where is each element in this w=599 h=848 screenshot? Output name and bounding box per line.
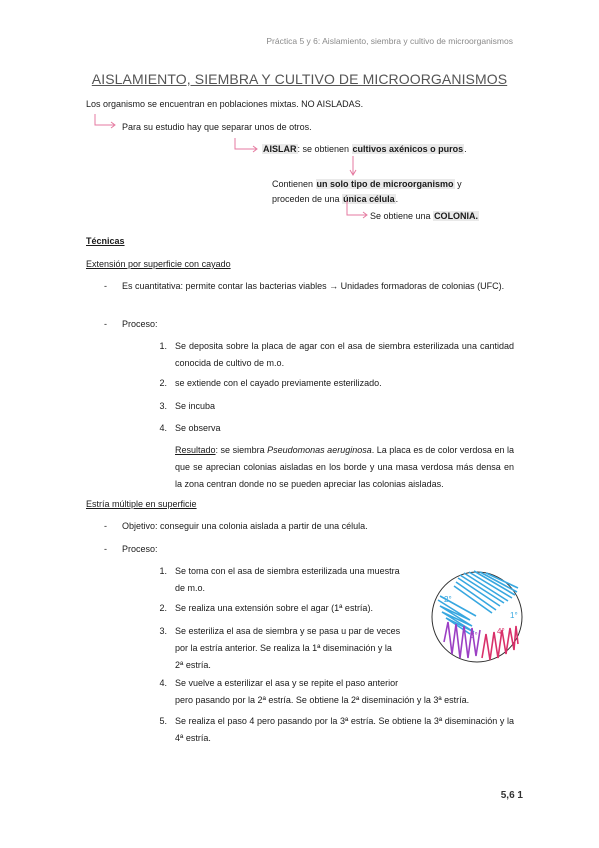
bullet-text: Proceso: [122,544,158,554]
step-number: 2. [159,378,167,388]
subsection-title: Estría múltiple en superficie [86,499,197,509]
streak-plate-diagram [430,566,526,668]
streak-label-3: 3° [470,631,478,640]
step-number: 3. [159,626,167,636]
arrow-icon [346,200,372,220]
bullet-dash: - [104,319,107,329]
streak-label-2: 2° [444,595,452,604]
bullet-dash: - [104,281,107,291]
streak-label-1: 1° [510,611,518,620]
page-number: 5,6 1 [500,790,523,801]
bullet-dash: - [104,544,107,554]
bullet-text: Proceso: [122,319,158,329]
subsection-title: Extensión por superficie con cayado [86,259,231,269]
bullet-text: Es cuantitativa: permite contar las bacterias viables → Unidades formadoras de colonias (UFC). [122,281,505,291]
arrow-down-icon [348,155,358,177]
step-number: 1. [159,341,167,351]
step-text: Se observa [175,423,221,433]
streak-label-4: 4° [497,627,505,636]
bullet-dash: - [104,521,107,531]
step-text: Se incuba [175,401,216,411]
step-number: 5. [159,716,167,726]
running-header: Práctica 5 y 6: Aislamiento, siembra y cultivo de microorganismos [266,36,513,46]
intro-line-4: Contienen un solo tipo de microorganismo y [272,179,462,189]
intro-line-2: Para su estudio hay que separar unos de otros. [122,122,312,132]
step-number: 1. [159,566,167,576]
step-text: Se realiza una extensión sobre el agar (1ª estría). [175,603,373,613]
arrow-icon [234,136,262,154]
step-text: Se deposita sobre la placa de agar con el asa de siembra esterilizada una cantidad conocida de cultivo de m.o. [175,341,514,368]
step-text: se extiende con el cayado previamente esterilizado. [175,378,382,388]
arrow-icon [94,112,120,130]
intro-line-6: Se obtiene una COLONIA. [370,211,479,221]
intro-line-5: proceden de una única célula. [272,194,399,204]
step-number: 4. [159,423,167,433]
step-number: 2. [159,603,167,613]
intro-line-1: Los organismo se encuentran en poblaciones mixtas. NO AISLADAS. [86,99,364,109]
intro-line-3: AISLAR: se obtienen cultivos axénicos o puros. [263,144,467,154]
resultado-paragraph: Resultado: se siembra Pseudomonas aeruginosa. La placa es de color verdosa en la que se aprecian colonias aisladas en los borde y una masa verdosa más densa en la zona centran donde no se pueden apreciar las colonias aisladas. [175,445,514,489]
step-text: Se toma con el asa de siembra esterilizada una muestra de m.o. [175,566,400,593]
page-title: AISLAMIENTO, SIEMBRA Y CULTIVO DE MICROORGANISMOS [91,71,508,87]
step-text: Se esteriliza el asa de siembra y se pasa u par de veces por la estría anterior. Se realiza la 1ª diseminación y la 2ª estría. [175,626,401,670]
step-number: 3. [159,401,167,411]
step-text: Se vuelve a esterilizar el asa y se repite el paso anterior pero pasando por la 2ª estría. Se obtiene la 2ª diseminación y la 3ª estría. [175,678,470,705]
step-number: 4. [159,678,167,688]
bullet-text: Objetivo: conseguir una colonia aislada a partir de una célula. [122,521,368,531]
step-text: Se realiza el paso 4 pero pasando por la 3ª estría. Se obtiene la 3ª diseminación y la 4ª estría. [175,716,514,743]
section-heading: Técnicas [86,236,125,246]
streak-1 [454,571,518,613]
